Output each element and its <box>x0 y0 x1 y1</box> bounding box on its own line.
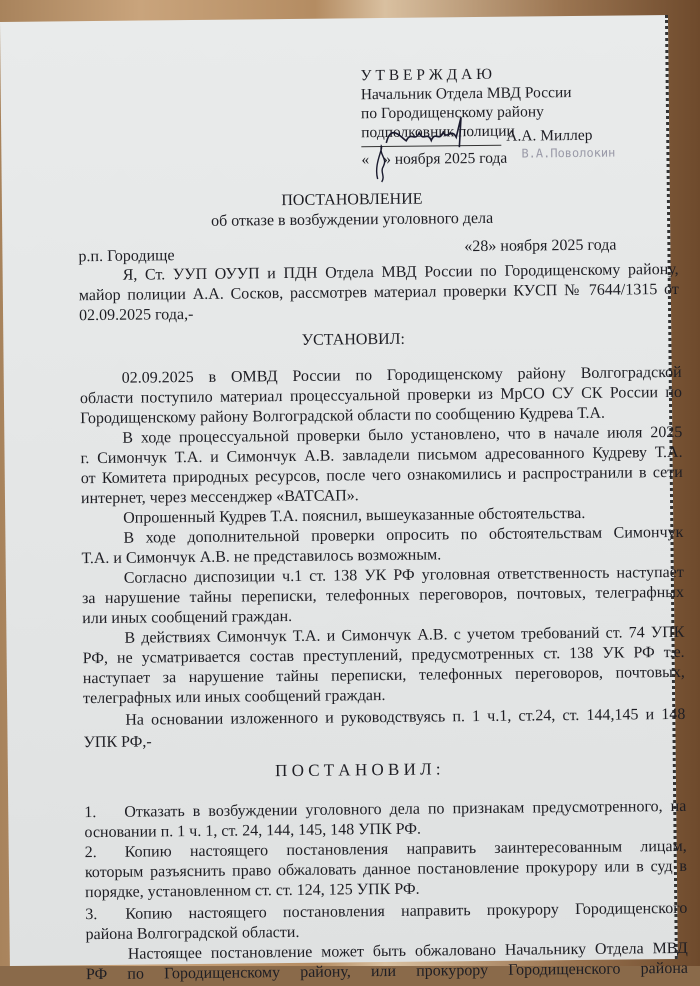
resolution-line: Копию настоящего постановления направить заинтересованным лицам, <box>124 837 687 861</box>
body-line: наступает за нарушение тайны переписки, телефонных переговоров, почтовых, <box>82 663 685 688</box>
established-heading: УСТАНОВИЛ: <box>301 330 406 349</box>
body-line: области поступило материал процессуальной проверки из МрСО СУ СК России по <box>79 383 683 408</box>
resolution-line: порядке, установленном ст. ст. 124, 125 УПК РФ. <box>85 880 420 902</box>
body-line: УПК РФ,- <box>83 733 152 752</box>
body-line: Городищенскому району Волгоградской области по сообщению Кудрева Т.А. <box>80 404 606 428</box>
approval-position: Начальник Отдела МВД России <box>360 84 572 104</box>
resolution-line: которым разъяснить право обжаловать данное постановление прокурору или в суд в <box>84 857 687 882</box>
body-line: 02.09.2025 в ОМВД России по Городищенскому району Волгоградской <box>121 363 682 387</box>
body-line: или иных сообщений граждан. <box>82 607 293 628</box>
handwritten-day <box>369 144 391 184</box>
document-subtitle: об отказе в возбуждении уголовного дела <box>210 209 494 230</box>
body-line: Согласно диспозиции ч.1 ст. 138 УК РФ уголовная ответственность наступает <box>123 563 684 587</box>
body-line: На основании изложенного и руководствуясь п. 1 ч.1, ст.24, ст. 144,145 и 148 <box>125 705 686 729</box>
body-line: В ходе процессуальной проверки было установлено, что в начале июля 2025 <box>122 423 683 447</box>
body-line: от Комитета природных ресурсов, после чего ознакомились и распространили в сети <box>80 463 683 488</box>
body-line: г. Симончук Т.А. и Симончук А.В. завладели письмом адресованного Кудреву Т.А. <box>80 443 683 468</box>
intro-line-1: Я, Ст. УУП ОУУП и ПДН Отдела МВД России по Городищенскому району, <box>122 260 679 284</box>
resolved-heading: П О С Т А Н О В И Л : <box>275 759 441 781</box>
approval-district: по Городищенскому району <box>360 103 544 123</box>
appeal-line: РФ по Городищенскому району, или прокурору Городищенского района <box>85 959 689 984</box>
approval-date-open: « <box>361 151 370 169</box>
approval-heading: У Т В Е Р Ж Д А Ю <box>360 65 493 85</box>
approval-date-rest: » ноября 2025 года <box>383 149 508 168</box>
body-line: В действиях Симончук Т.А. и Симончук А.В. с учетом требований ст. 74 УПК <box>124 623 685 647</box>
approver-name: А.А. Миллер <box>506 126 593 145</box>
document-date: «28» ноября 2025 года <box>464 236 617 256</box>
executor-stamp: В.А.Поволокин <box>521 145 616 161</box>
approval-rank: подполковник полиции <box>361 122 515 142</box>
body-line: РФ, не усматривается состав преступлений, предусмотренных ст. 138 УК РФ т.е. <box>82 643 685 668</box>
resolution-line: Отказать в возбуждении уголовного дела по признакам предусмотренного, на <box>124 797 687 821</box>
body-line: телеграфных или иных сообщений граждан. <box>83 687 386 708</box>
document-page <box>0 15 689 984</box>
resolution-number: 3. <box>85 906 98 924</box>
body-line: за нарушение тайны переписки, телефонных переговоров, почтовых, телеграфных <box>81 583 685 608</box>
place: р.п. Городище <box>78 247 175 266</box>
resolution-line: основании п. 1 ч. 1, ст. 24, 144, 145, 148 УПК РФ. <box>84 820 422 842</box>
appeal-line: Настоящее постановление может быть обжаловано Начальнику Отдела МВД <box>127 939 688 963</box>
intro-line-3: 02.09.2025 года,- <box>78 305 194 325</box>
resolution-line: района Волгоградской области. <box>85 923 300 944</box>
resolution-line: Копию настоящего постановления направить прокурору Городищенского <box>125 899 688 923</box>
resolution-number: 1. <box>84 804 97 822</box>
intro-line-2: майор полиции А.А. Сосков, рассмотрев материал проверки КУСП № 7644/1315 от <box>78 280 679 305</box>
body-line: Опрошенный Кудрев Т.А. пояснил, вышеуказанные обстоятельства. <box>123 504 586 527</box>
body-line: интернет, через мессенджер «ВАТСАП». <box>80 487 359 508</box>
body-line: В ходе дополнительной проверки опросить по обстоятельствам Симончук <box>123 523 684 547</box>
body-line: Т.А. и Симончук А.В. не представилось возможным. <box>81 546 442 568</box>
handwritten-signature <box>381 112 471 153</box>
resolution-number: 2. <box>84 844 97 862</box>
document-title: ПОСТАНОВЛЕНИЕ <box>281 190 423 210</box>
